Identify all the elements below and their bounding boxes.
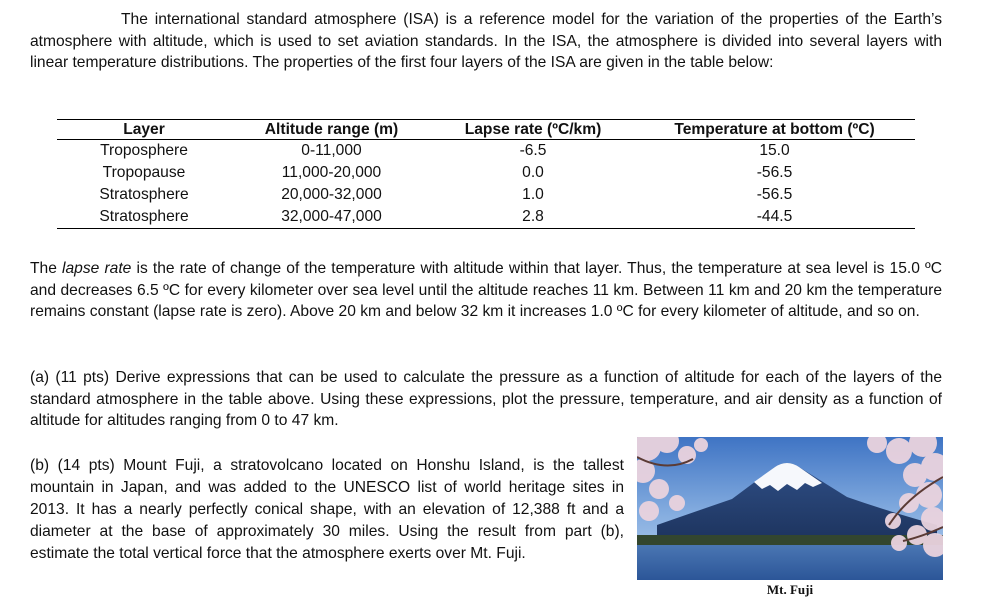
lapse-text: is the rate of change of the temperature with altitude within that layer. Thus, the temperature at sea level is 15.0 ºC and decreases 6.5 ºC for every kilometer over sea level until the altitude reaches 11 km. Between 11 km and 20 km the temperature remains constant (lapse rate is zero). Above 20 km and below 32 km it increases 1.0 ºC for every kilometer of altitude, and so on.: [30, 260, 942, 320]
cell-altitude: 20,000-32,000: [281, 186, 382, 203]
cell-temp: 15.0: [759, 142, 790, 159]
cell-temp: -56.5: [756, 186, 793, 203]
cell-temp: -44.5: [634, 206, 915, 229]
cell-altitude: 0-11,000: [301, 142, 362, 159]
cell-temp: -56.5: [756, 164, 793, 181]
table-row: [57, 184, 915, 206]
cell-layer: Troposphere: [100, 142, 188, 159]
header-layer: Layer: [57, 120, 231, 140]
table-row: [57, 162, 915, 184]
table-row: [57, 206, 915, 229]
part-a-paragraph: (a) (11 pts) Derive expressions that can be used to calculate the pressure as a function of altitude for each of the layers of the standard atmosphere in the table above. Using these expressions, plot the pressure, temperature, and air density as a function of altitude for altitudes ranging from 0 to 47 km.: [30, 369, 942, 429]
mt-fuji-photo: [637, 437, 943, 580]
isa-layer-table: [57, 119, 915, 229]
lapse-rate-paragraph: [30, 258, 942, 323]
table-row: [57, 140, 915, 163]
part-b-paragraph: (b) (14 pts) Mount Fuji, a stratovolcano located on Honshu Island, is the tallest mountain in Japan, and was added to the UNESCO list of world heritage sites in 2013. It has a nearly perfectly conical shape, with an elevation of 12,388 ft and a diameter at the base of approximately 30 miles. Using the result from part (b), estimate the total vertical force that the atmosphere exerts over Mt. Fuji.: [30, 457, 624, 562]
header-temperature-bottom: Temperature at bottom (ºC): [634, 120, 915, 140]
figure-caption: Mt. Fuji: [766, 582, 814, 597]
cell-layer: Stratosphere: [57, 206, 231, 229]
cell-lapse: 2.8: [432, 206, 634, 229]
cell-layer: Tropopause: [102, 164, 186, 181]
cell-layer: Stratosphere: [99, 186, 189, 203]
cell-altitude: 11,000-20,000: [281, 164, 382, 181]
table-header-row: [57, 120, 915, 140]
lapse-prefix: The: [30, 260, 63, 277]
cell-lapse: -6.5: [519, 142, 547, 159]
cell-lapse: 0.0: [522, 164, 544, 181]
lapse-term: lapse rate: [62, 260, 132, 277]
header-lapse-rate: Lapse rate (ºC/km): [432, 120, 634, 140]
cell-lapse: 1.0: [522, 186, 544, 203]
intro-paragraph: The international standard atmosphere (ISA) is a reference model for the variation of the properties of the Earth’s atmosphere with altitude, which is used to set aviation standards. In the ISA, the atmosphere is divided into several layers with linear temperature distributions. The properties of the first four layers of the ISA are given in the table below:: [30, 11, 942, 71]
cell-altitude: 32,000-47,000: [231, 206, 432, 229]
header-altitude-range: Altitude range (m): [231, 120, 432, 140]
